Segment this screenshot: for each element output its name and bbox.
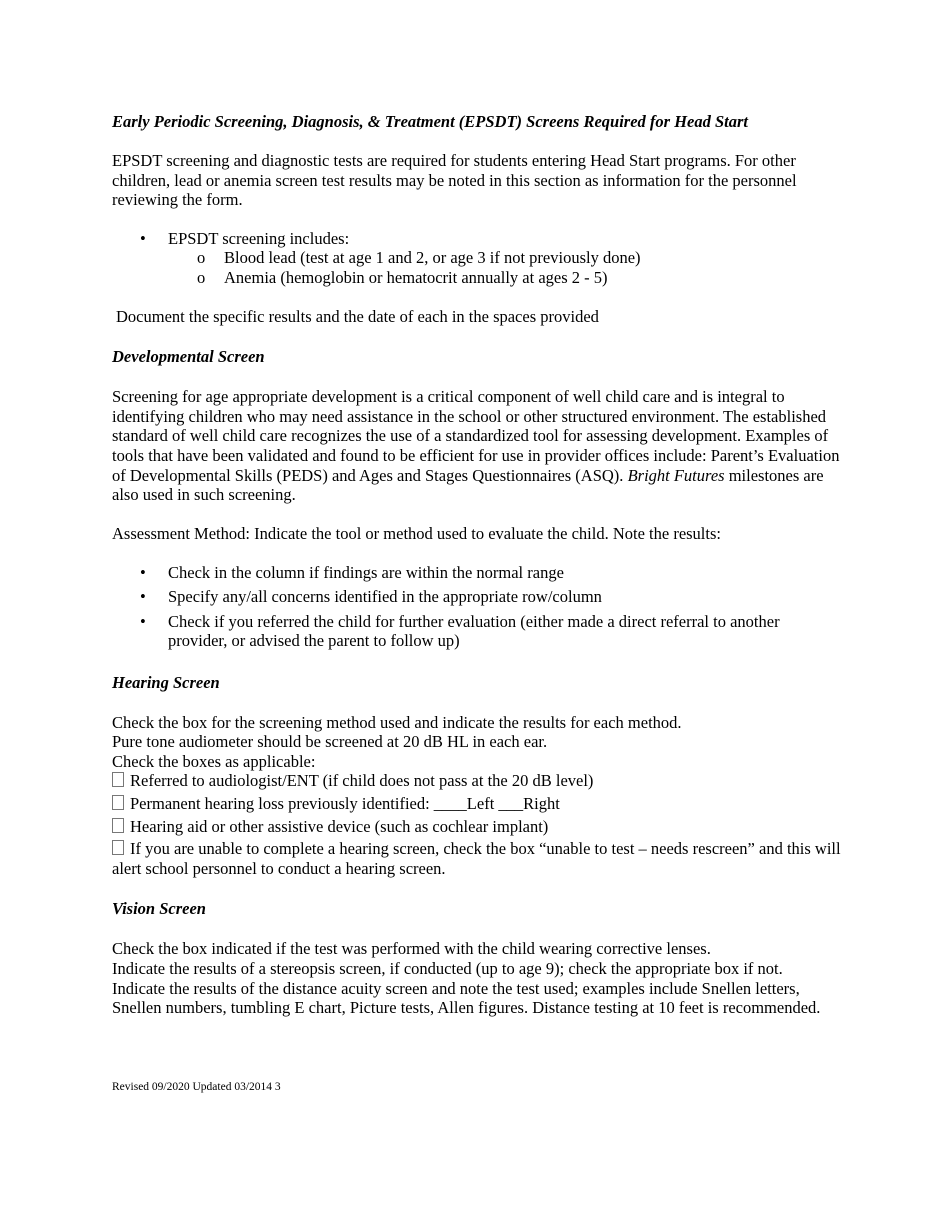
page-footer: Revised 09/2020 Updated 03/2014 3 — [112, 1081, 281, 1093]
epsdt-document-note: Document the specific results and the date of each in the spaces provided — [116, 306, 599, 326]
developmental-paragraph: Screening for age appropriate development is a critical component of well child care and is integral to identifying children who may need assistance in the school or other structured environment. The established standard of well child care recognizes the use of a standardized tool for assessing development. Examples of tools that have been validated and found to be efficient for use in provider offices include: Parent’s Evaluation of Developmental Skills (PEDS) and Ages and Stages Questionnaires (ASQ). Bright Futures milestones are also used in such screening. — [112, 387, 840, 505]
hearing-checkbox-row: Permanent hearing loss previously identified: ____Left ___Right — [112, 794, 842, 814]
list-item: • Specify any/all concerns identified in the appropriate row/column — [112, 587, 842, 607]
hearing-line: Check the box for the screening method used and indicate the results for each method. — [112, 712, 682, 732]
referred-checkbox[interactable] — [112, 772, 124, 787]
vision-line: Check the box indicated if the test was performed with the child wearing corrective lenses. — [112, 939, 711, 959]
assessment-method: Assessment Method: Indicate the tool or method used to evaluate the child. Note the results: — [112, 523, 721, 543]
hearing-line: Check the boxes as applicable: — [112, 751, 316, 771]
hearing-heading: Hearing Screen — [112, 672, 220, 692]
list-item: • EPSDT screening includes: — [112, 229, 842, 249]
hearing-loss-checkbox[interactable] — [112, 795, 124, 810]
hearing-aid-checkbox[interactable] — [112, 818, 124, 833]
vision-heading: Vision Screen — [112, 899, 206, 919]
list-item: o Blood lead (test at age 1 and 2, or age 3 if not previously done) — [112, 248, 842, 268]
list-item: • Check if you referred the child for further evaluation (either made a direct referral to another provider, or advised the parent to follow up) — [112, 612, 842, 651]
epsdt-list — [112, 229, 842, 288]
hearing-line: Pure tone audiometer should be screened at 20 dB HL in each ear. — [112, 732, 548, 752]
hearing-checkbox-row: If you are unable to complete a hearing screen, check the box “unable to test – needs rescreen” and this will alert school personnel to conduct a hearing screen. — [112, 839, 841, 878]
vision-line: Indicate the results of the distance acuity screen and note the test used; examples include Snellen letters, Snellen numbers, tumbling E chart, Picture tests, Allen figures. Distance testing at 10 feet is recommended. — [112, 978, 821, 1018]
unable-to-test-checkbox[interactable] — [112, 840, 124, 855]
hearing-checkbox-row: Hearing aid or other assistive device (such as cochlear implant) — [112, 817, 842, 837]
developmental-list — [112, 563, 842, 650]
hearing-checkbox-row: Referred to audiologist/ENT (if child does not pass at the 20 dB level) — [112, 771, 842, 791]
list-item: • Check in the column if findings are within the normal range — [112, 563, 842, 583]
bright-futures-title: Bright Futures — [627, 465, 725, 485]
epsdt-intro: EPSDT screening and diagnostic tests are required for students entering Head Start programs. For other children, lead or anemia screen test results may be noted in this section as information for the personnel reviewing the form. — [112, 151, 797, 210]
epsdt-heading: Early Periodic Screening, Diagnosis, & Treatment (EPSDT) Screens Required for Head Start — [112, 112, 749, 131]
developmental-heading: Developmental Screen — [112, 347, 265, 367]
page-content — [112, 112, 842, 1018]
vision-line: Indicate the results of a stereopsis screen, if conducted (up to age 9); check the appropriate box if not. — [112, 959, 783, 979]
list-item: o Anemia (hemoglobin or hematocrit annually at ages 2 - 5) — [112, 268, 842, 288]
